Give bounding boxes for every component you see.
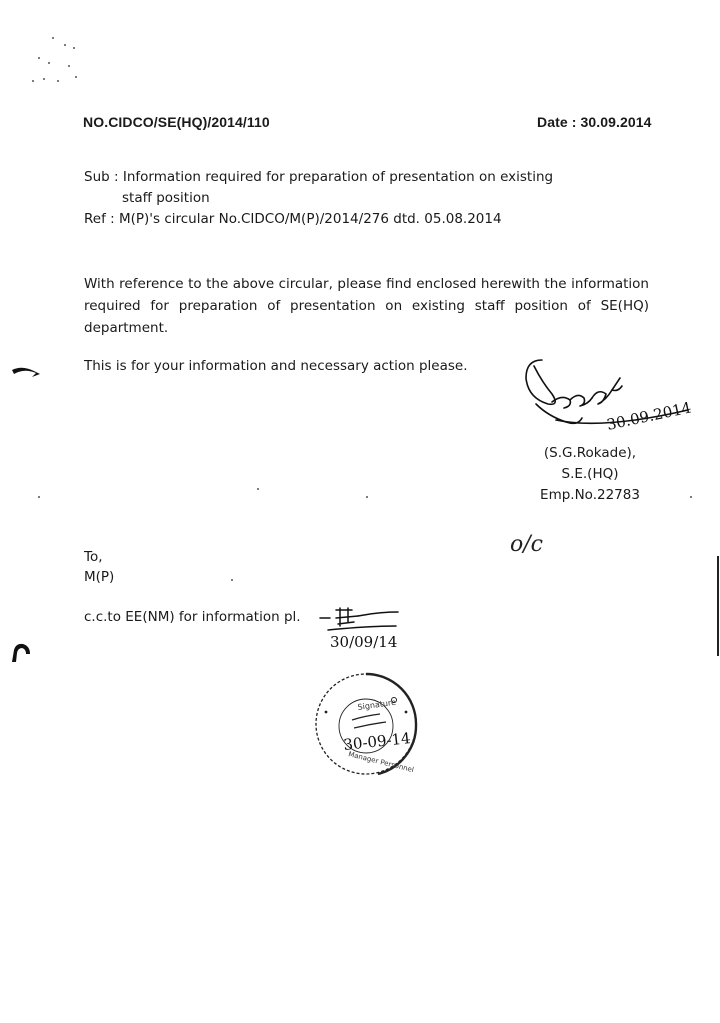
signatory-designation: S.E.(HQ)	[561, 466, 619, 482]
subject-line	[84, 169, 553, 185]
handwritten-signature-image	[512, 354, 697, 444]
svg-text:Manager Personnel: Manager Personnel	[347, 750, 415, 775]
reference-text: M(P)'s circular No.CIDCO/M(P)/2014/276 dtd. 05.08.2014	[118, 211, 502, 227]
scan-edge-line	[717, 556, 719, 656]
signature-date-handwritten: 30.09.2014	[605, 398, 693, 434]
reference-number: NO.CIDCO/SE(HQ)/2014/110	[83, 114, 270, 130]
cc-initials-handwritten-image	[318, 602, 403, 650]
handwritten-initials-note: o/c	[510, 532, 543, 557]
cc-date-handwritten: 30/09/14	[330, 633, 398, 650]
subject-text-line2: staff position	[122, 190, 210, 206]
signatory-name: (S.G.Rokade),	[543, 445, 637, 461]
signatory-block	[520, 443, 660, 506]
date-label: Date :	[537, 114, 577, 130]
signatory-employee-no: Emp.No.22783	[540, 487, 640, 503]
date-value: 30.09.2014	[580, 114, 652, 130]
margin-arrow-icon	[10, 362, 44, 384]
svg-text:Signature: Signature	[357, 697, 397, 712]
subject-text-line1: Information required for preparation of presentation on existing	[122, 169, 554, 185]
reference-line	[84, 211, 502, 227]
closing-line: This is for your information and necessary action please.	[84, 358, 468, 374]
to-name: M(P)	[84, 569, 115, 585]
reference-label: Ref :	[84, 211, 115, 227]
to-label: To,	[84, 549, 103, 565]
receipt-stamp-image	[308, 668, 458, 788]
margin-hook-icon	[8, 640, 34, 664]
stamp-date-handwritten: 30-09-14	[342, 729, 412, 754]
cc-line: c.c.to EE(NM) for information pl.	[84, 609, 301, 625]
body-paragraph: With reference to the above circular, please find enclosed herewith the information required for preparation of presentation on existing staff position of SE(HQ) department.	[84, 276, 649, 336]
document-date	[537, 114, 652, 130]
subject-label: Sub :	[84, 169, 119, 185]
